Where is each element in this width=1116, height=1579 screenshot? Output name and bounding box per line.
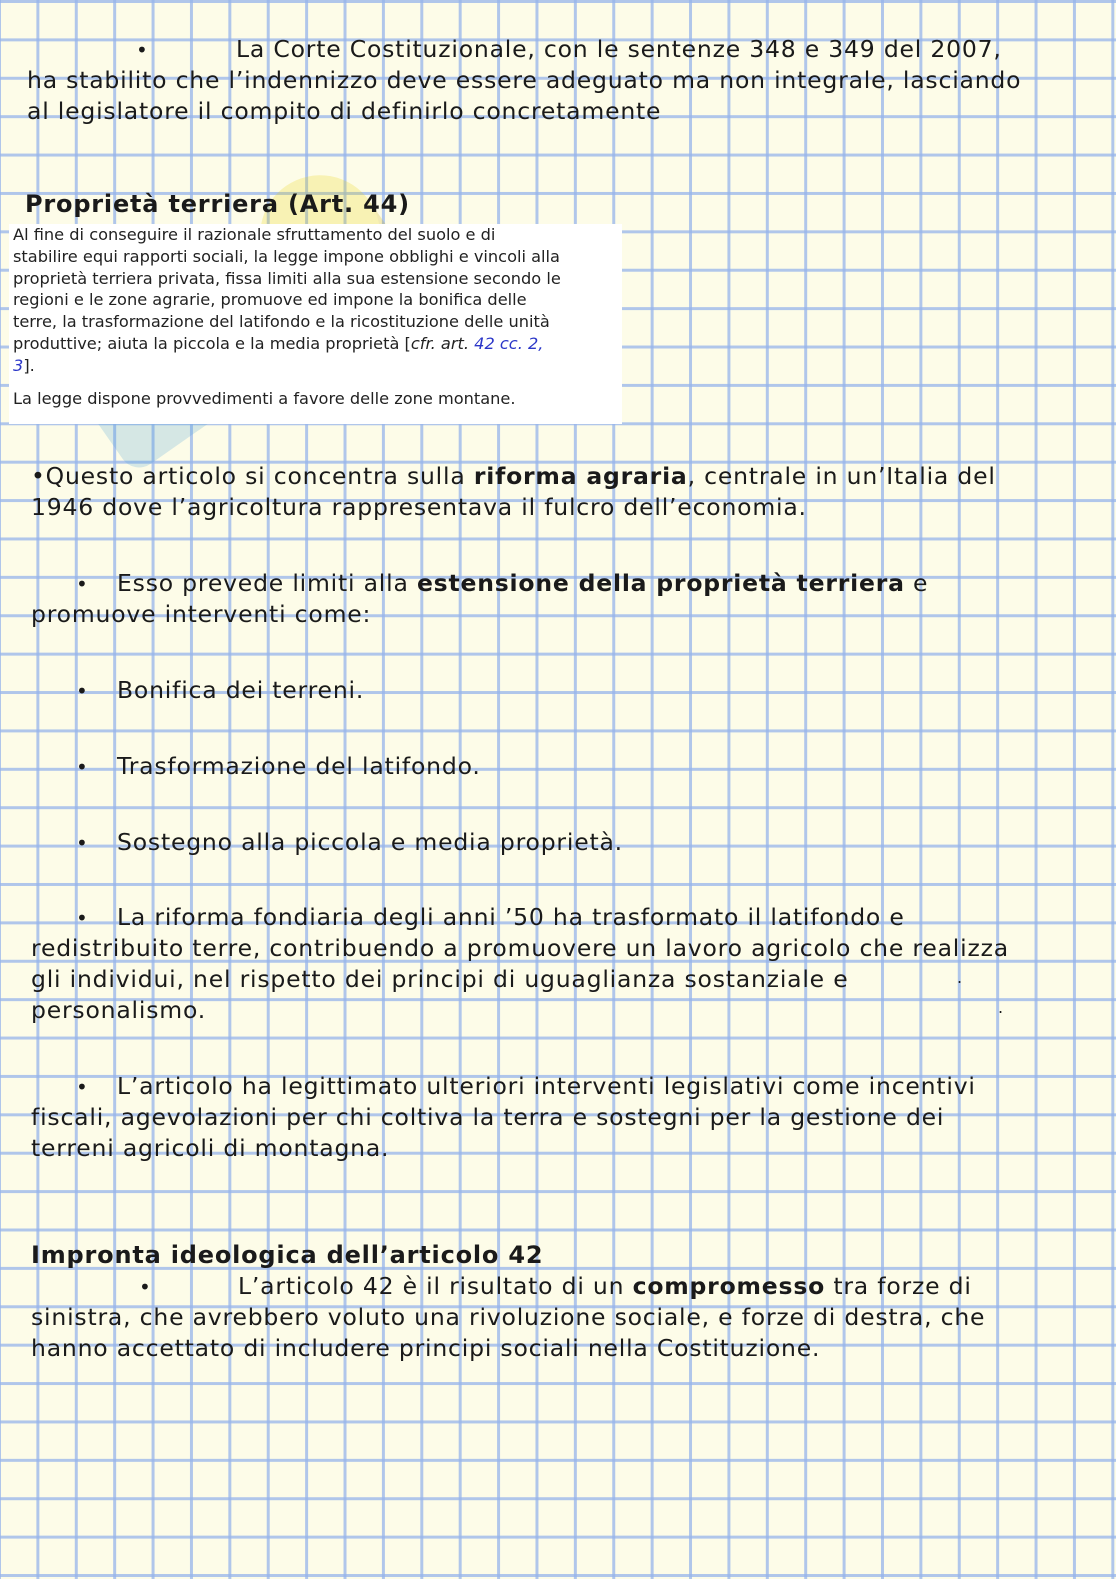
impronta-line-3: hanno accettato di includere principi sociali nella Costituzione. [31,1334,821,1362]
bullet-dot: • [76,831,88,855]
stray-dot: . [957,968,963,987]
p3-line-1: La riforma fondiaria degli anni ’50 ha trasformato il latifondo e [117,903,905,931]
quote-line [13,355,35,377]
text-run: , centrale in un’Italia del [687,462,996,490]
text-run: Esso prevede limiti alla [117,569,417,597]
p3-line-2: redistribuito terre, contribuendo a promuovere un lavoro agricolo che realizza [31,934,1009,962]
text-run: L’articolo 42 è il risultato di un [238,1272,633,1300]
p1-line-1 [31,461,996,493]
quote-cfr: cfr. art. [410,334,469,353]
text-run: e [904,569,929,597]
bullet-dot: • [139,1275,151,1299]
p4-line-1: L’articolo ha legittimato ulteriori interventi legislativi come incentivi [117,1072,976,1100]
list-item-3: Sostegno alla piccola e media proprietà. [117,828,623,856]
quote-line: Al fine di conseguire il razionale sfruttamento del suolo e di [13,225,496,244]
quote-text: ]. [23,356,35,375]
bullet-dot: • [76,906,88,930]
list-item-1: Bonifica dei terreni. [117,676,365,704]
p2-line-2: promuove interventi come: [31,600,372,628]
impronta-line-1 [238,1271,972,1303]
text-run: tra forze di [825,1272,972,1300]
quote-line: regioni e le zone agrarie, promuove ed impone la bonifica delle [13,290,527,309]
p2-line-1 [117,568,928,600]
intro-line-2: ha stabilito che l’indennizzo deve essere adeguato ma non integrale, lasciando [27,66,1022,94]
quote-text: produttive; aiuta la piccola e la media proprietà [ [13,334,411,353]
bullet-dot: • [76,755,88,779]
bullet-dot: • [76,572,88,596]
bold-term: riforma agraria [473,462,688,490]
bold-term: estensione della proprietà terriera [416,569,905,597]
intro-line-1: La Corte Costituzionale, con le sentenze 348 e 349 del 2007, [236,35,1002,63]
article-42-link[interactable]: 42 cc. 2, [474,334,544,353]
intro-line-3: al legislatore il compito di definirlo concretamente [27,97,662,125]
quote-line: stabilire equi rapporti sociali, la legge impone obblighi e vincoli alla [13,247,560,266]
article-44-quote [9,224,622,424]
article-42-link-cont[interactable]: 3 [13,356,24,375]
quote-line: proprietà terriera privata, fissa limiti alla sua estensione secondo le [13,269,561,288]
impronta-line-2: sinistra, che avrebbero voluto una rivoluzione sociale, e forze di destra, che [31,1303,986,1331]
bullet-dot: • [76,1075,88,1099]
p3-line-4: personalismo. [31,996,206,1024]
bullet-dot: • [76,679,88,703]
p3-line-3: gli individui, nel rispetto dei principi di uguaglianza sostanziale e [31,965,849,993]
p4-line-2: fiscali, agevolazioni per chi coltiva la terra e sostegni per la gestione dei [31,1103,945,1131]
stray-dot: . [998,998,1004,1017]
quote-line: terre, la trasformazione del latifondo e la ricostituzione delle unità [13,312,550,331]
p1-line-2: 1946 dove l’agricoltura rappresentava il fulcro dell’economia. [31,493,807,521]
list-item-2: Trasformazione del latifondo. [117,752,481,780]
quote-line [13,333,543,355]
section-heading-art44: Proprietà terriera (Art. 44) [25,190,410,218]
quote-line: La legge dispone provvedimenti a favore delle zone montane. [13,389,516,408]
bullet-dot: • [136,38,148,62]
bold-term: compromesso [632,1272,826,1300]
text-run: •Questo articolo si concentra sulla [31,462,474,490]
section-heading-impronta: Impronta ideologica dell’articolo 42 [31,1241,544,1269]
p4-line-3: terreni agricoli di montagna. [31,1134,390,1162]
